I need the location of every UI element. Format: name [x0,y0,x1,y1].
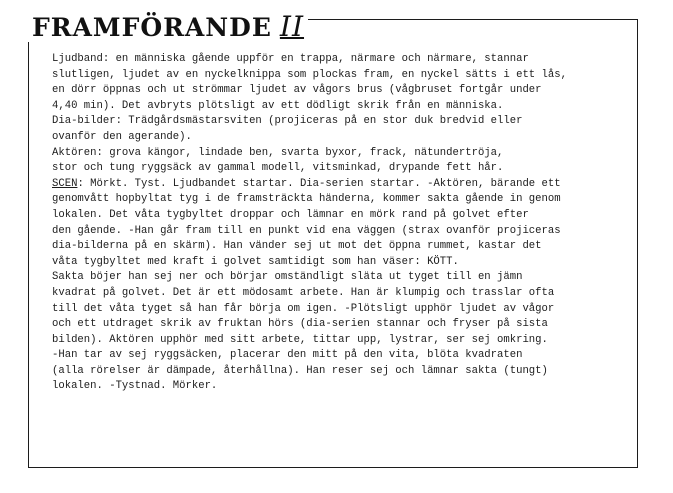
text-line: ovanför den agerande). [52,130,192,143]
text-line: lokalen. Det våta tygbyltet droppar och lämnar en mörk rand på golvet efter [52,208,529,221]
text-line: Dia-bilder: Trädgårdsmästarsviten (projiceras på en stor duk bredvid eller [52,115,523,128]
frame-line-top [308,19,638,20]
text-line: dia-bilderna på en skärm). Han vänder sej ut mot det öppna rummet, kastar det [52,240,542,253]
text-line: och ett utdraget skrik av fruktan hörs (dia-serien stannar och fryser på sista [52,318,548,331]
document-title [32,10,304,45]
text-line: den gående. -Han går fram till en punkt vid ena väggen (strax ovanför projiceras [52,224,561,237]
text-line: stor och tung ryggsäck av gammal modell, vitsminkad, drypande fett hår. [52,162,504,175]
text-line: slutligen, ljudet av en nyckelknippa som plockas fram, en nyckel sätts i ett lås, [52,68,567,81]
text-line: kvadrat på golvet. Det är ett mödosamt arbete. Han är klumpig och trasslar ofta [52,286,555,299]
document-body [52,52,632,395]
text-line: (alla rörelser är dämpade, återhållna). Han reser sej och lämnar sakta (tungt) [52,364,548,377]
text-line: våta tygbyltet med kraft i golvet samtidigt som han väser: KÖTT. [52,255,459,268]
text-line: en dörr öppnas och ut strömmar ljudet av vågors brus (vågbruset fortgår under [52,84,542,97]
frame-line-right [637,19,638,468]
text-line: till det våta tyget så han får börja om igen. -Plötsligt upphör ljudet av vågor [52,302,555,315]
text-line: 4,40 min). Det avbryts plötsligt av ett dödligt skrik från en människa. [52,99,504,112]
title-numeral: II [279,10,305,43]
scen-label: SCEN [52,177,78,190]
text-line: bilden). Aktören upphör med sitt arbete, tittar upp, lystrar, ser sej omkring. [52,333,548,346]
scen-line-rest: : Mörkt. Tyst. Ljudbandet startar. Dia-serien startar. -Aktören, bärande ett [77,177,561,190]
title-text: FRAMFÖRANDE [32,13,272,42]
text-line: Aktören: grova kängor, lindade ben, svarta byxor, frack, nätundertröja, [52,146,504,159]
text-line: Sakta böjer han sej ner och börjar omständligt släta ut tyget till en jämn [52,271,523,284]
text-line: lokalen. -Tystnad. Mörker. [52,380,218,393]
frame-line-left [28,42,29,468]
text-line: genomvått hopbyltat tyg i de framsträckta händerna, kommer sakta gående in genom [52,193,561,206]
scen-line [52,177,632,193]
text-line: -Han tar av sej ryggsäcken, placerar den mitt på den vita, blöta kvadraten [52,349,523,362]
text-line: Ljudband: en människa gående uppför en trappa, närmare och närmare, stannar [52,53,529,65]
frame-line-bottom [28,467,638,468]
